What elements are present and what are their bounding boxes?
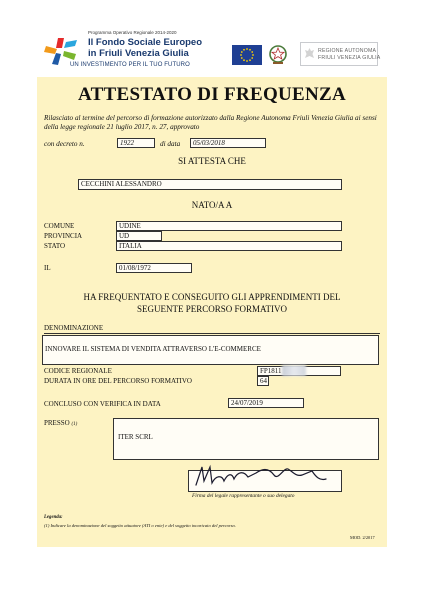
provincia-label: PROVINCIA (44, 232, 83, 240)
fse-title-line1: Il Fondo Sociale Europeo (88, 37, 203, 48)
concluso-label: CONCLUSO CON VERIFICA IN DATA (44, 400, 161, 408)
legenda-label: Legenda: (44, 515, 63, 520)
born-heading: NATO/A A (191, 200, 233, 210)
fse-title-line2: in Friuli Venezia Giulia (88, 48, 189, 59)
presso-note: (1) (71, 422, 78, 427)
comune-field: UDINE (116, 221, 342, 231)
durata-field: 64 (257, 376, 269, 386)
denominazione-label: DENOMINAZIONE (44, 324, 104, 332)
stato-label: STATO (44, 242, 66, 250)
regione-line2: FRIULI VENEZIA GIULIA (318, 55, 381, 61)
redaction-blur (282, 365, 306, 376)
provincia-field: UD (116, 231, 162, 241)
intro-text: Rilasciato al termine del percorso di formazione autorizzato dalla Regione Autonoma Friuli Venezia Giulia ai sensi della legge regionale 21 luglio 2017, n. 27, approvato (44, 114, 377, 132)
decree-label: con decreto n. (44, 140, 85, 148)
codice-label: CODICE REGIONALE (44, 367, 112, 375)
il-label: IL (44, 264, 51, 272)
signature-caption: Firma del legale rappresentante o suo delegato (192, 493, 295, 499)
model-code: MOD. 2/2017 (350, 535, 375, 540)
name-field: CECCHINI ALESSANDRO (78, 179, 342, 190)
concluso-field: 24/07/2019 (228, 398, 304, 408)
certificate-title: ATTESTATO DI FREQUENZA (77, 84, 347, 105)
comune-label: COMUNE (44, 222, 75, 230)
birth-date-field: 01/08/1972 (116, 263, 192, 273)
durata-label: DURATA IN ORE DEL PERCORSO FORMATIVO (44, 377, 192, 385)
decree-date-field: 05/03/2018 (190, 138, 266, 148)
presso-label-row (44, 419, 77, 427)
italian-republic-emblem-icon (268, 44, 288, 66)
regione-line1: REGIONE AUTONOMA (318, 48, 377, 54)
eu-flag-icon (232, 45, 262, 65)
fse-tagline: UN INVESTIMENTO PER IL TUO FUTURO (70, 62, 190, 68)
program-label: Programma Operativo Regionale 2014-2020 (88, 30, 177, 35)
attesta-heading: SI ATTESTA CHE (178, 156, 246, 166)
denominazione-field: INNOVARE IL SISTEMA DI VENDITA ATTRAVERSO L'E-COMMERCE (42, 335, 379, 365)
signature-drawing (192, 463, 332, 491)
denominazione-rule (44, 333, 380, 334)
decree-number-field: 1922 (117, 138, 155, 148)
percorso-heading-line1: HA FREQUENTATO E CONSEGUITO GLI APPRENDIMENTI DEL (83, 292, 341, 302)
percorso-heading-line2: SEGUENTE PERCORSO FORMATIVO (136, 303, 288, 314)
percorso-heading (37, 292, 387, 315)
footnote: (1) Indicare la denominazione del soggetto attuatore (ATI o ente) e del soggetto incaricato del percorso. (44, 523, 236, 528)
presso-field: ITER SCRL (113, 418, 379, 460)
date-label: di data (160, 140, 181, 148)
codice-field: FP1811 (257, 366, 341, 376)
regione-eagle-icon (304, 47, 315, 59)
stato-field: ITALIA (116, 241, 342, 251)
presso-label: PRESSO (44, 419, 70, 427)
